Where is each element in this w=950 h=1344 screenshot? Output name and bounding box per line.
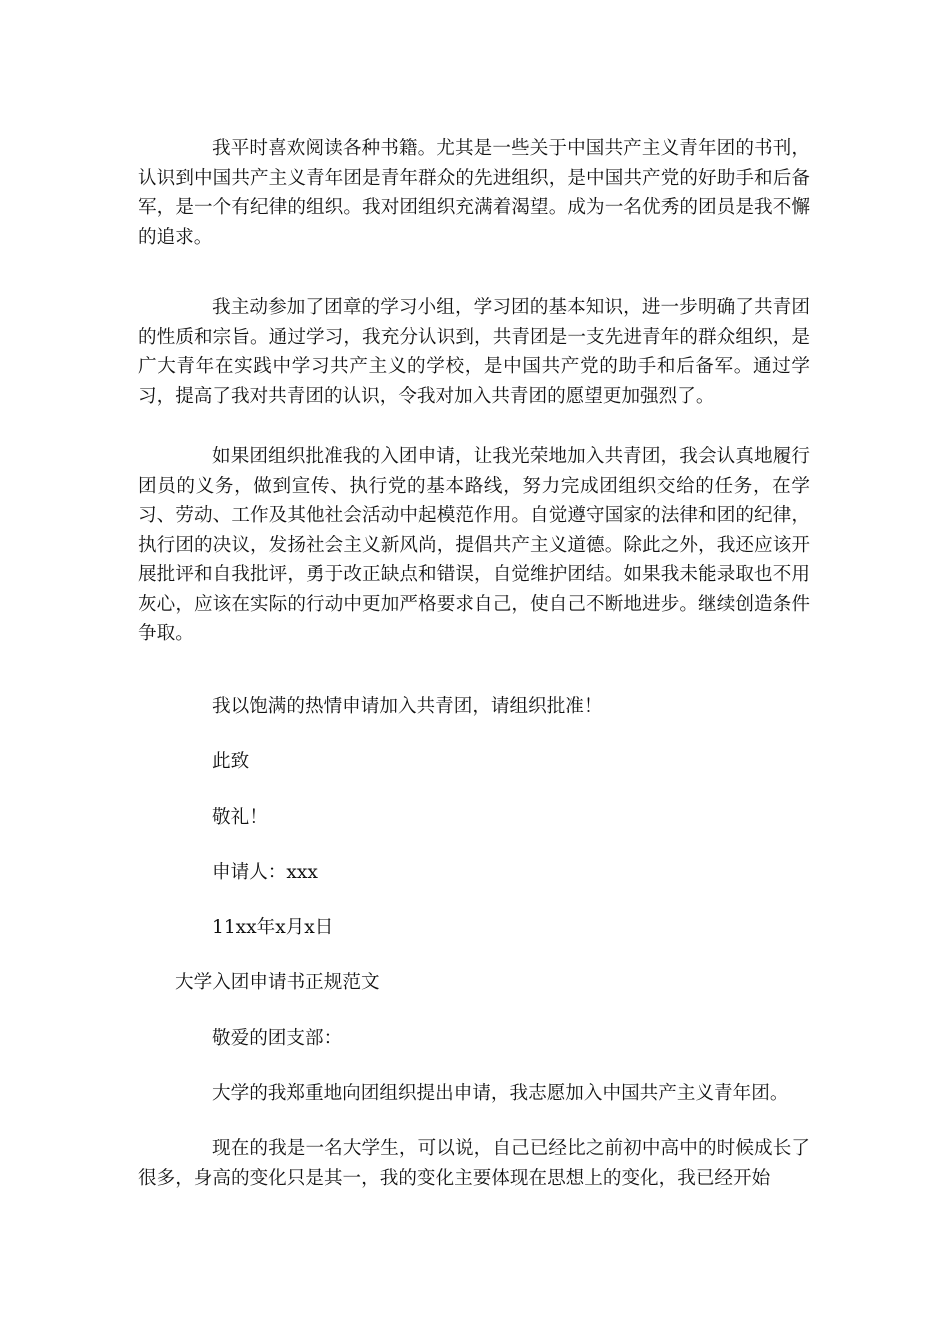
section-title: 大学入团申请书正规范文 — [175, 972, 380, 993]
date-line: 11xx年x月x日 — [212, 917, 334, 938]
application-statement: 大学的我郑重地向团组织提出申请，我志愿加入中国共产主义青年团。 — [212, 1083, 789, 1104]
applicant-line: 申请人：xxx — [212, 862, 318, 883]
paragraph-study-group: 我主动参加了团章的学习小组，学习团的基本知识，进一步明确了共青团的性质和宗旨。通过学习，我充分认识到，共青团是一支先进青年的群众组织，是广大青年在实践中学习共产主义的学校，是中国共产党的助手和后备军。通过学习，提高了我对共青团的认识，令我对加入共青团的愿望更加强烈了。 — [138, 297, 810, 407]
closing-request-line: 我以饱满的热情申请加入共青团，请组织批准！ — [212, 696, 603, 717]
salutation-line: 敬爱的团支部： — [212, 1028, 343, 1049]
paragraph-growth: 现在的我是一名大学生，可以说，自己已经比之前初中高中的时候成长了很多，身高的变化只是其一，我的变化主要体现在思想上的变化，我已经开始 — [138, 1138, 810, 1189]
paragraph-commitment: 如果团组织批准我的入团申请，让我光荣地加入共青团，我会认真地履行团员的义务，做到宣传、执行党的基本路线，努力完成团组织交给的任务，在学习、劳动、工作及其他社会活动中起模范作用。自觉遵守国家的法律和团的纪律，执行团的决议，发扬社会主义新风尚，提倡共产主义道德。除此之外，我还应该开展批评和自我批评，勇于改正缺点和错误，自觉维护团结。如果我未能录取也不用灰心，应该在实际的行动中更加严格要求自己，使自己不断地进步。继续创造条件争取。 — [138, 446, 810, 644]
closing-greeting-line: 此致 — [212, 751, 250, 772]
closing-salute-line: 敬礼！ — [212, 807, 268, 828]
paragraph-reading: 我平时喜欢阅读各种书籍。尤其是一些关于中国共产主义青年团的书刊，认识到中国共产主义青年团是青年群众的先进组织，是中国共产党的好助手和后备军，是一个有纪律的组织。我对团组织充满着渴望。成为一名优秀的团员是我不懈的追求。 — [138, 138, 810, 248]
